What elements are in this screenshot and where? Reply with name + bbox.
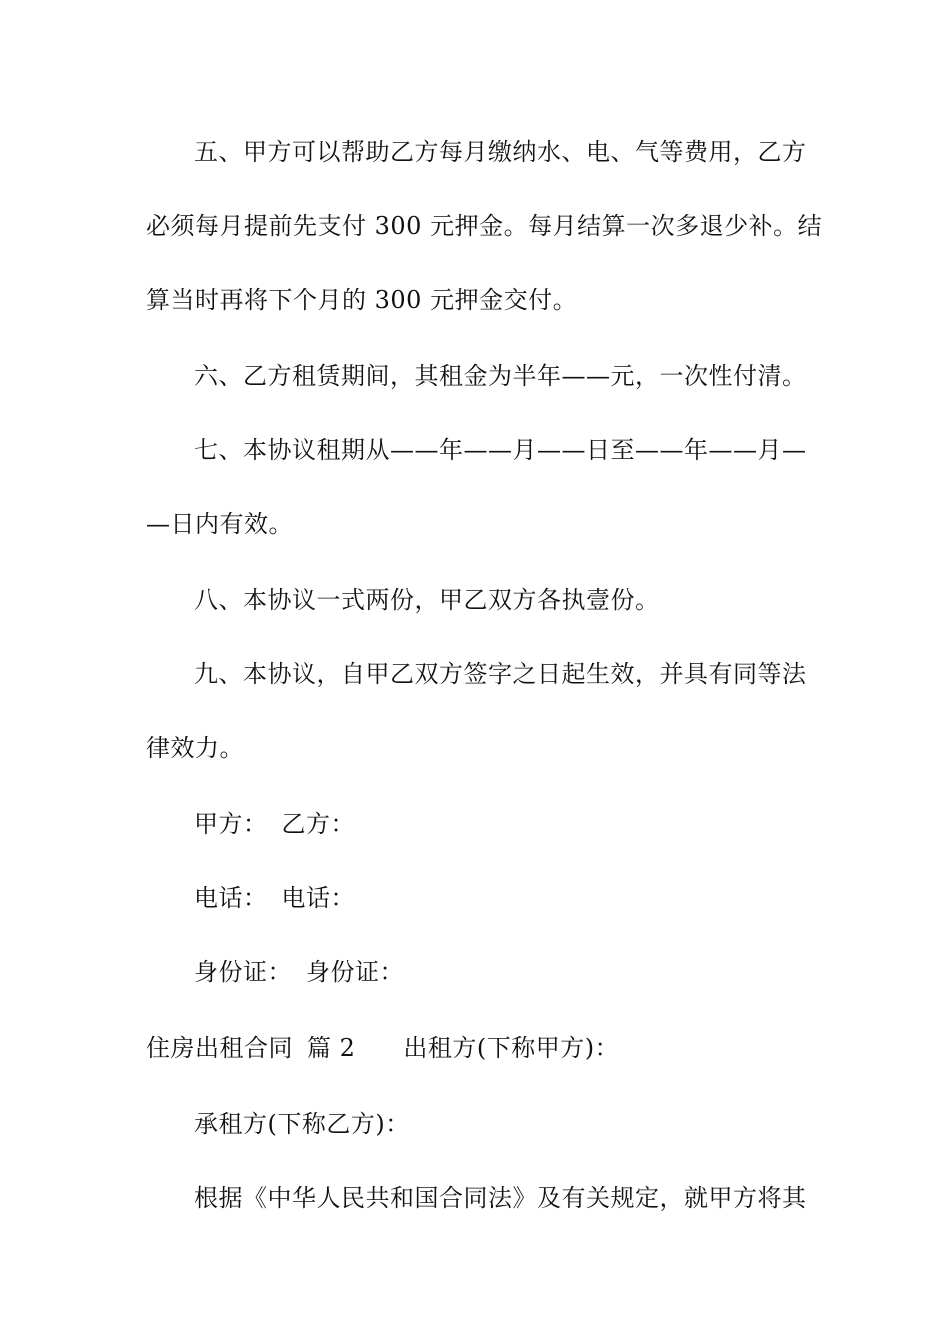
phone-a-label: 电话：: [194, 884, 268, 912]
party-a-label: 甲方：: [194, 810, 268, 838]
id-a-label: 身份证：: [194, 958, 292, 986]
clause-5-line-1: 五、甲方可以帮助乙方每月缴纳水、电、气等费用，乙方: [194, 138, 807, 166]
signature-party-row: [194, 804, 806, 844]
id-b-label: 身份证：: [306, 958, 404, 986]
clause-9-line-1: 九、本协议，自甲乙双方签字之日起生效，并具有同等法: [194, 660, 807, 688]
signature-phone-row: [194, 878, 806, 918]
section-2-heading: [146, 1028, 806, 1068]
clause-7-line-2: —日内有效。: [146, 510, 293, 538]
section-2-title: 住房出租合同: [146, 1034, 293, 1062]
clause-6: 六、乙方租赁期间，其租金为半年——元，一次性付清。: [194, 362, 807, 390]
party-b-label: 乙方：: [281, 810, 355, 838]
lessee-label: 承租方(下称乙方)：: [194, 1110, 410, 1138]
clause-5-line-2: 必须每月提前先支付 300 元押金。每月结算一次多退少补。结: [146, 212, 823, 240]
phone-b-label: 电话：: [281, 884, 355, 912]
section-2-number: 篇 2: [307, 1034, 356, 1062]
lessor-label: 出租方(下称甲方)：: [403, 1034, 620, 1062]
basis-line: 根据《中华人民共和国合同法》及有关规定，就甲方将其: [194, 1184, 807, 1212]
clause-8: 八、本协议一式两份，甲乙双方各执壹份。: [194, 586, 660, 614]
clause-5-line-3: 算当时再将下个月的 300 元押金交付。: [146, 286, 578, 314]
clause-7-line-1: 七、本协议租期从——年——月——日至——年——月—: [194, 436, 807, 464]
signature-id-row: [194, 952, 806, 992]
clause-9-line-2: 律效力。: [146, 734, 244, 762]
